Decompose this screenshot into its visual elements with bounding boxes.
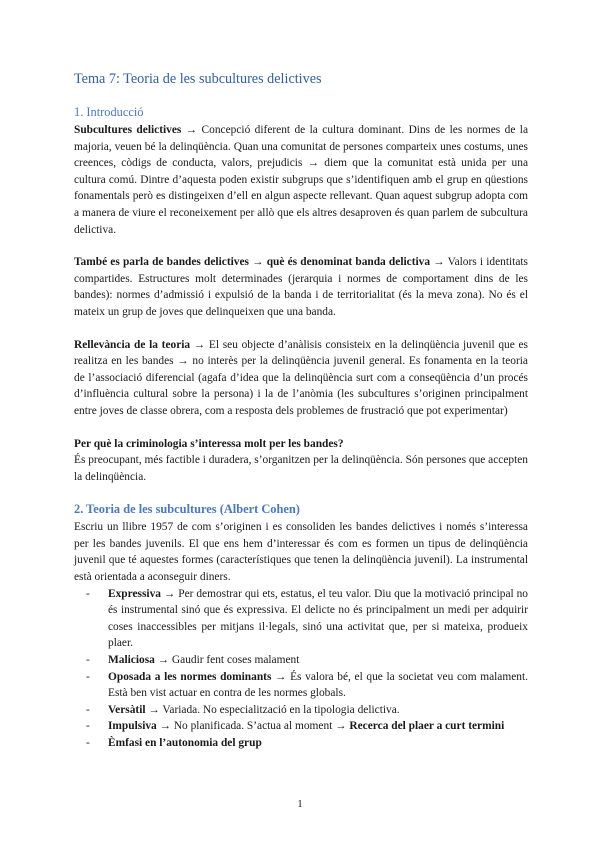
paragraph-text: → El seu objecte d’anàlisis consisteix en la delinqüència juvenil que es realitza en les bandes → no interès per la delinqüència juvenil general. Es fonamenta en la teoria de l’associació diferencial (agafa d’idea que la delinqüència surt com a conseqüència d’un procés d’influència cultural sobre la persona) i la de l’anòmia (les subcultures s’originen principalment entre joves de classe obrera, com a resposta dels problemes de frustració que pot experimentar) xyxy=(74,338,528,417)
list-item-term-secondary: Recerca del plaer a curt termini xyxy=(349,720,505,733)
list-item-text: → No planificada. S’actua al moment → xyxy=(156,720,350,733)
question-heading xyxy=(74,436,528,453)
list-item-term: Oposada a les normes dominants xyxy=(108,670,272,683)
list-item-term: Versàtil xyxy=(108,703,146,716)
document-page xyxy=(74,70,528,752)
list-item xyxy=(86,735,528,752)
list-item-term: Maliciosa xyxy=(108,654,155,667)
list-item-term: Impulsiva xyxy=(108,720,157,733)
list-item-text: → És valora bé, el que la societat veu com malament. Està ben vist actuar en contra de les normes globals. xyxy=(108,670,528,700)
list-item-text: → Variada. No especialització en la tipologia delictiva. xyxy=(145,703,400,716)
term-bandes-delictives: També es parla de bandes delictives → què és denominat banda delictiva xyxy=(74,256,431,269)
paragraph-subcultures-delictives xyxy=(74,122,528,238)
document-title: Tema 7: Teoria de les subcultures delictives xyxy=(74,71,322,87)
list-item xyxy=(86,652,528,669)
term-subcultures-delictives: Subcultures delictives xyxy=(74,124,182,136)
list-item xyxy=(86,669,528,702)
list-item xyxy=(86,702,528,719)
characteristics-list xyxy=(74,586,528,752)
question-text: Per què la criminologia s’interessa molt per les bandes? xyxy=(74,437,344,450)
paragraph-cohen-intro: Escriu un llibre 1957 de com s’originen i es consoliden les bandes delictives i només s’interessa per les bandes juvenils. El que ens hem d’interessar és com es formen un tipus de delinqüència juvenil que té aquestes formes (característiques que tenen la delinqüència juvenil). La instrumental està orientada a aconseguir diners. xyxy=(74,521,528,584)
paragraph-rellevancia-teoria xyxy=(74,337,528,420)
paragraph-text: → Valors i identitats compartides. Estructures molt determinades (jerarquia i normes de comportament dins de les bandes): normes d’admissió i expulsió de la banda i de territorialitat (és la meva zona). No és el mateix un grup de joves que delinqueixen que una banda. xyxy=(74,256,528,318)
section-heading-teoria-subcultures: 2. Teoria de les subcultures (Albert Cohen) xyxy=(74,502,300,517)
list-item xyxy=(86,586,528,652)
term-rellevancia-teoria: Rellevància de la teoria xyxy=(74,338,191,351)
list-item-term: Èmfasi en l’autonomia del grup xyxy=(108,737,262,749)
page-number: 1 xyxy=(297,798,303,810)
list-item-text: → Gaudir fent coses malament xyxy=(154,654,300,667)
list-item xyxy=(86,718,528,735)
list-item-term: Expressiva xyxy=(108,587,161,600)
section-heading-introduccio: 1. Introducció xyxy=(74,105,144,119)
paragraph-bandes-delictives xyxy=(74,254,528,320)
answer-paragraph: És preocupant, més factible i duradera, s’organitzen per la delinqüència. Són persones que accepten la delinqüència. xyxy=(74,454,528,483)
paragraph-text: → Concepció diferent de la cultura dominant. Dins de les normes de la majoria, veuen bé la delinqüència. Quan una comunitat de persones comparteix unes costums, unes creences, còdigs de conducta, valors, prejudicis → diem que la comunitat està unida per una cultura comú. Dintre d’aquesta poden existir subgrups que s’identifiquen amb el grup en qüestions fonamentals però es distingeixen d’ell en algun aspecte rellevant. Quan aquest subgrup adopta com a manera de viure el reconeixement per allò que els altres desaproven és quan parlem de subcultura delictiva. xyxy=(74,124,529,236)
list-item-text: → Per demostrar qui ets, estatus, el teu valor. Diu que la motivació principal no és instrumental sinó que és expressiva. El delicte no és principalment un medi per adquirir coses inaccessibles per mitjans il·legals, sinó una activitat que, per si mateixa, produeix plaer. xyxy=(108,587,528,650)
